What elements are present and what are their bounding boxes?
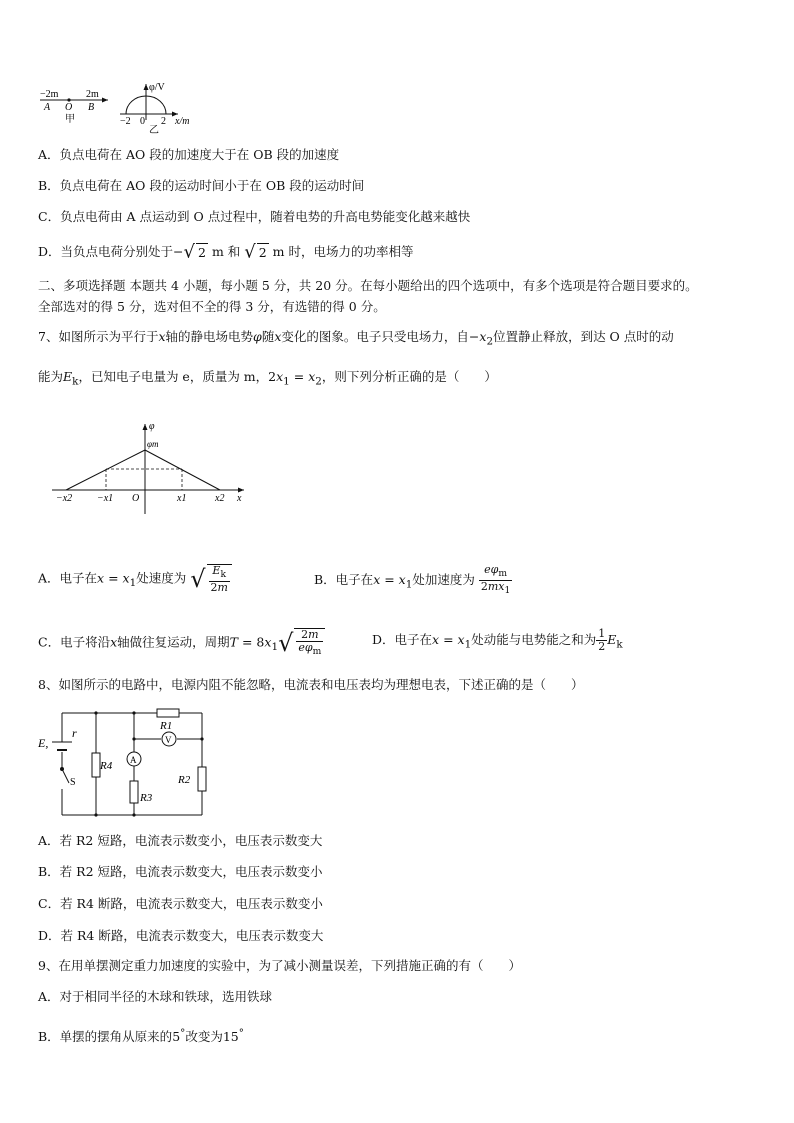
q6-option-d-prefix: D．当负点电荷分别处于 bbox=[38, 244, 174, 259]
q7-stem1-c: 随 bbox=[261, 329, 275, 344]
q7-stem2-b: ，已知电子电量为 e，质量为 m， bbox=[78, 369, 269, 384]
q8-option-b: B．若 R2 短路，电流表示数变大，电压表示数变小 bbox=[38, 864, 323, 879]
circuit-label-R3: R3 bbox=[140, 792, 153, 804]
q7-opt-d-text2: 处动能与电势能之和为 bbox=[471, 632, 597, 647]
section2-line2: 全部选对的得 5 分，选对但不全的得 3 分，有选错的得 0 分。 bbox=[38, 299, 386, 314]
q7-graph-negx2: −x2 bbox=[56, 493, 73, 504]
q7-stem-line1: 7、如图所示为平行于x轴的静电场电势φ随x变化的图象。电子只受电场力，自$-x_2$位置静止释放，到达 O 点时的动 bbox=[38, 329, 674, 348]
q9-stem: 9、在用单摆测定重力加速度的实验中，为了减小测量误差，下列措施正确的有（ ） bbox=[38, 958, 521, 973]
q7-graph-negx1: −x1 bbox=[97, 493, 114, 504]
yi-label-neg2: −2 bbox=[120, 116, 131, 127]
q7-stem1-d: 变化的图象。电子只受电场力，自 bbox=[281, 329, 469, 344]
q9-opt-b-text2: 改变为 bbox=[185, 1029, 223, 1045]
jia-caption: 甲 bbox=[65, 114, 75, 125]
figure-jia-yi-svg bbox=[36, 80, 206, 134]
q8-option-c: C．若 R4 断路，电流表示数变大，电压表示数变小 bbox=[38, 896, 323, 911]
section2-line1: 二、多项选择题 本题共 4 小题，每小题 5 分，共 20 分。在每小题给出的四个选项中，有多个选项是符合题目要求的。 bbox=[38, 278, 698, 293]
yi-label-0: 0 bbox=[140, 116, 145, 127]
q7-option-c: C．电子将沿x轴做往复运动，周期$T = 8x_1√$ $\frac{2m}{e\varphi_m}$ bbox=[38, 628, 325, 658]
circuit-label-V: V bbox=[165, 735, 172, 745]
circuit-label-S: S bbox=[70, 777, 76, 788]
q8-stem: 8、如图所示的电路中，电源内阻不能忽略，电流表和电压表均为理想电表，下述正确的是（ ） bbox=[38, 677, 584, 692]
q7-stem-line2: 能为$E_k$，已知电子电量为 e，质量为 m，$2x_1 = x_2$，则下列分析正确的是（ ） bbox=[38, 369, 497, 388]
q9-option-a: A．对于相同半径的木球和铁球，选用铁球 bbox=[38, 989, 273, 1004]
q7-graph-x: x bbox=[237, 493, 242, 504]
yi-label-xm: x/m bbox=[175, 116, 190, 127]
q7-stem1-a: 7、如图所示为平行于 bbox=[38, 329, 159, 344]
yi-caption: 乙 bbox=[149, 125, 159, 134]
q6-option-d-suffix: m 时，电场力的功率相等 bbox=[272, 244, 414, 259]
q7-opt-a-text2: 处速度为 bbox=[136, 570, 187, 586]
q7-potential-graph-svg bbox=[48, 420, 258, 520]
q8-circuit-diagram bbox=[36, 705, 216, 820]
q7-potential-graph bbox=[48, 420, 258, 520]
q7-opt-a-text: A．电子在 bbox=[38, 570, 98, 586]
yi-label-phi: φ/V bbox=[149, 82, 165, 93]
jia-label-B: B bbox=[88, 102, 95, 113]
jia-label-O: O bbox=[65, 102, 73, 113]
circuit-label-R2: R2 bbox=[178, 774, 191, 786]
q7-stem2-a: 能为 bbox=[38, 369, 64, 384]
circuit-label-r: r bbox=[72, 726, 77, 740]
q7-graph-phim: φm bbox=[147, 439, 159, 449]
q7-stem1-e: 位置静止释放，到达 O 点时的动 bbox=[493, 329, 674, 344]
q7-graph-O: O bbox=[132, 493, 140, 504]
jia-label-A: A bbox=[44, 102, 51, 113]
jia-label-2m: 2m bbox=[86, 89, 99, 100]
q7-option-d: D．电子在$x = x_1$处动能与电势能之和为 $\frac{1}{2}$ $E_k$ bbox=[372, 627, 623, 653]
q7-option-a: A．电子在$x = x_1$处速度为 √ $\frac{E_k}{2m}$ bbox=[38, 564, 232, 594]
jia-label-neg2m: −2m bbox=[40, 89, 59, 100]
q6-option-b: B．负点电荷在 AO 段的运动时间小于在 OB 段的运动时间 bbox=[38, 178, 365, 193]
q6-option-a: A．负点电荷在 AO 段的加速度大于在 OB 段的加速度 bbox=[38, 147, 340, 162]
q7-graph-phi: φ bbox=[149, 421, 155, 432]
q9-option-b: B．单摆的摆角从原来的5°改变为15° bbox=[38, 1027, 244, 1045]
figure-jia-yi bbox=[36, 80, 206, 134]
q7-opt-c-text2: 轴做往复运动，周期 bbox=[117, 634, 230, 650]
q6-option-c: C．负点电荷由 A 点运动到 O 点过程中，随着电势的升高电势能变化越来越快 bbox=[38, 209, 471, 224]
q7-option-b: B．电子在$x = x_1$处加速度为 $\frac{e\varphi_m}{2mx_1}$ bbox=[314, 563, 511, 597]
q8-option-a: A．若 R2 短路，电流表示数变小，电压表示数变大 bbox=[38, 833, 323, 848]
circuit-label-E: E, bbox=[38, 736, 49, 750]
q8-circuit-svg bbox=[36, 705, 216, 820]
q8-option-d: D．若 R4 断路，电流表示数变大，电压表示数变大 bbox=[38, 928, 324, 943]
yi-label-2: 2 bbox=[161, 116, 166, 127]
q7-opt-b-text: B．电子在 bbox=[314, 572, 374, 588]
circuit-label-A: A bbox=[130, 755, 137, 765]
q7-graph-x1: x1 bbox=[177, 493, 187, 504]
q7-stem1-b: 轴的静电场电势 bbox=[165, 329, 254, 344]
q7-stem2-c: ，则下列分析正确的是（ ） bbox=[321, 369, 497, 384]
q9-opt-b-text: B．单摆的摆角从原来的 bbox=[38, 1029, 173, 1045]
q7-opt-b-text2: 处加速度为 bbox=[412, 572, 475, 588]
q7-opt-d-text: D．电子在 bbox=[372, 632, 433, 647]
q6-option-d: D．当负点电荷分别处于−√ 2 m 和 √ 2 m 时，电场力的功率相等 bbox=[38, 241, 414, 263]
q7-graph-x2: x2 bbox=[215, 493, 225, 504]
circuit-label-R4: R4 bbox=[100, 760, 113, 772]
q6-option-d-mid: m 和 bbox=[211, 244, 241, 259]
circuit-label-R1: R1 bbox=[160, 720, 173, 732]
q7-opt-c-text: C．电子将沿 bbox=[38, 634, 111, 650]
